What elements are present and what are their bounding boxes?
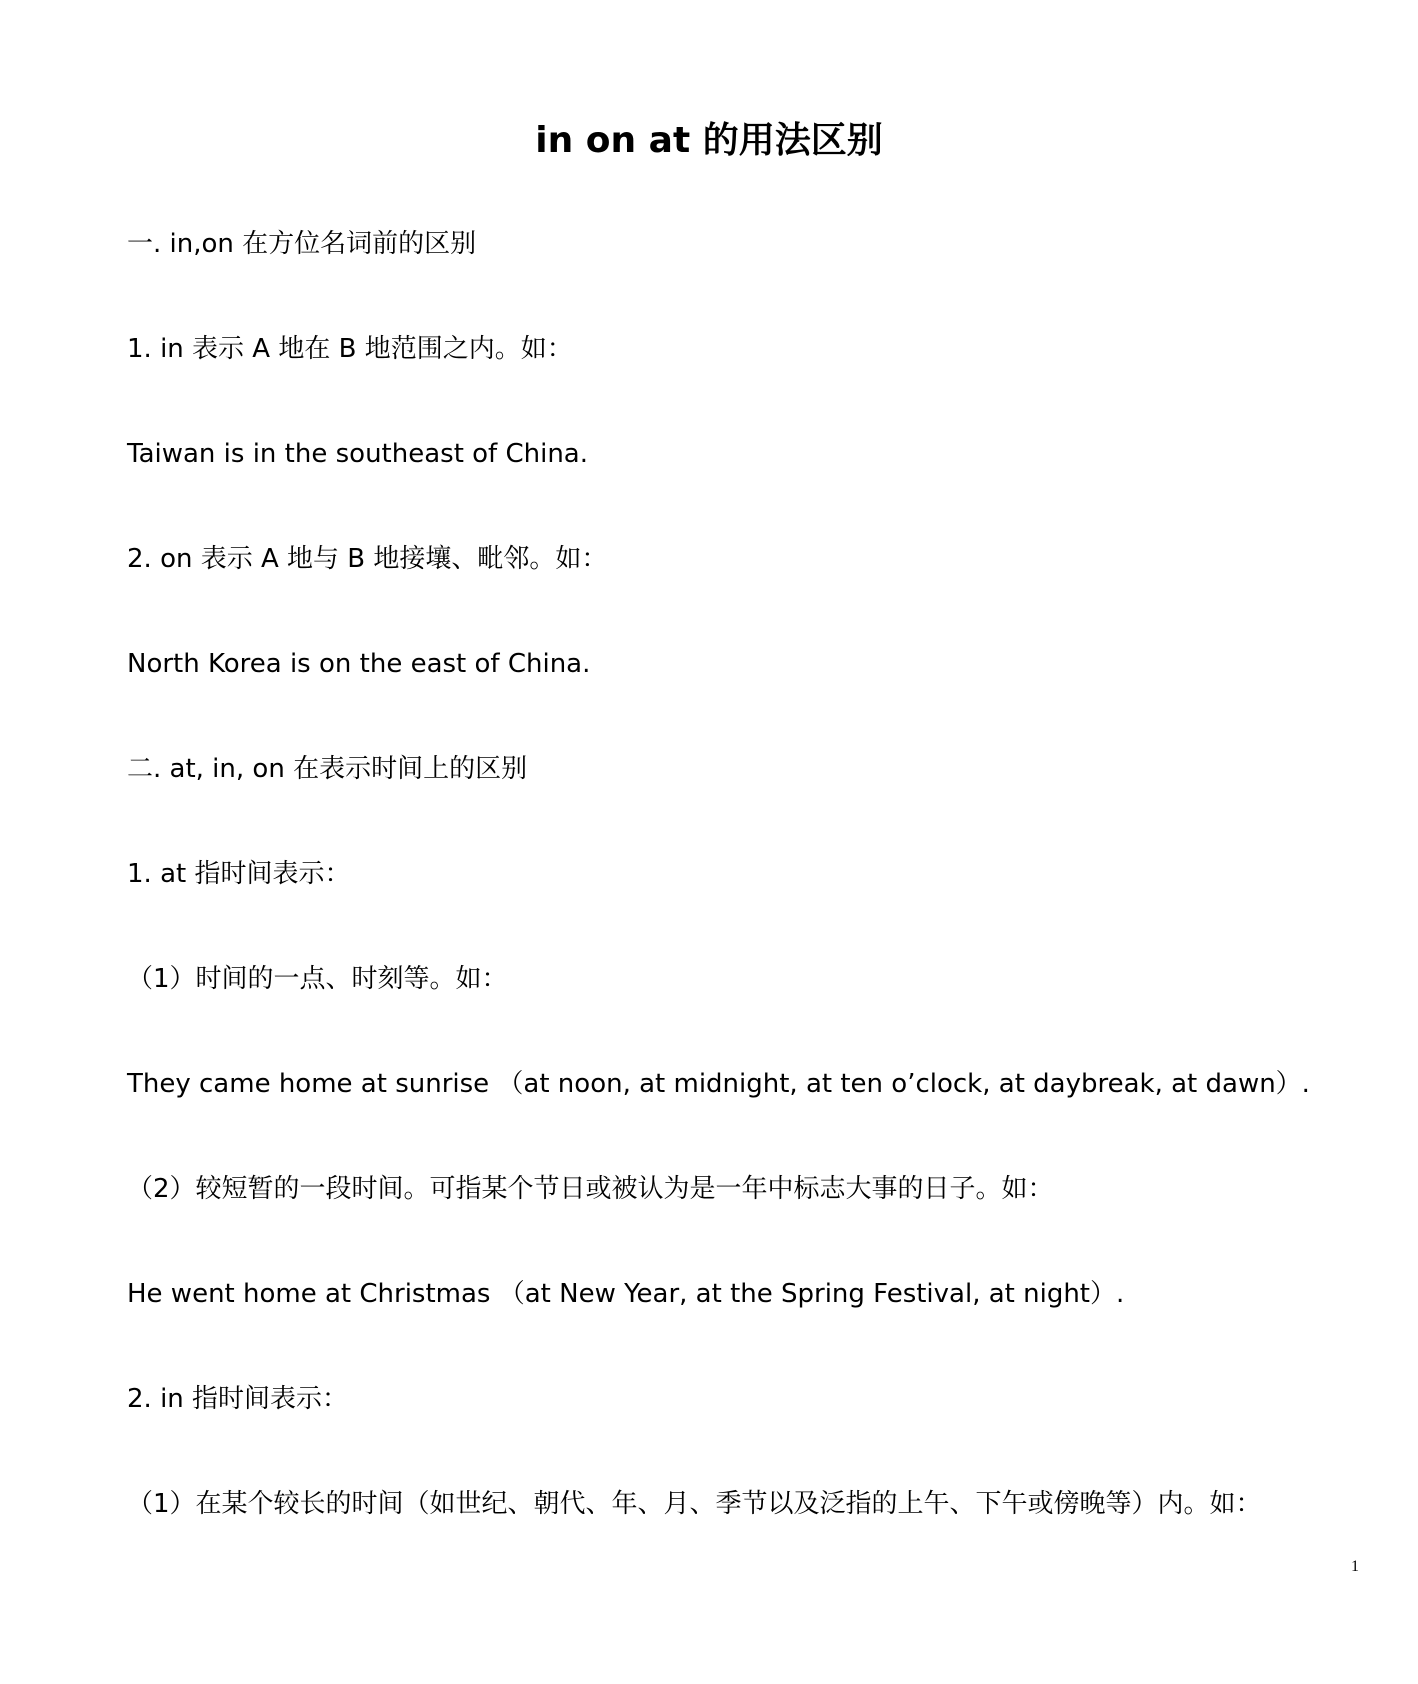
rule-in-location: 1. in 表示 A 地在 B 地范围之内。如： [127, 334, 573, 364]
rule-in-long-period: （1）在某个较长的时间（如世纪、朝代、年、月、季节以及泛指的上午、下午或傍晚等）内。如： [127, 1489, 1262, 1519]
example-taiwan: Taiwan is in the southeast of China. [127, 439, 589, 469]
document-title: in on at 的用法区别 [535, 120, 883, 162]
example-north-korea: North Korea is on the east of China. [127, 649, 591, 679]
example-sunrise: They came home at sunrise （at noon, at midnight, at ten o’clock, at daybreak, at dawn）. [127, 1069, 1310, 1099]
rule-on-location: 2. on 表示 A 地与 B 地接壤、毗邻。如： [127, 544, 608, 574]
rule-at-short-period: （2）较短暂的一段时间。可指某个节日或被认为是一年中标志大事的日子。如： [127, 1174, 1054, 1204]
section-heading-1: 一. in,on 在方位名词前的区别 [127, 229, 477, 259]
example-christmas: He went home at Christmas （at New Year, at the Spring Festival, at night）. [127, 1279, 1125, 1309]
rule-in-time: 2. in 指时间表示： [127, 1384, 349, 1414]
section-heading-2: 二. at, in, on 在表示时间上的区别 [127, 754, 528, 784]
page-number: 1 [1351, 1558, 1359, 1575]
document-body [127, 220, 1347, 1585]
rule-at-point-in-time: （1）时间的一点、时刻等。如： [127, 964, 508, 994]
rule-at-time: 1. at 指时间表示： [127, 859, 351, 889]
